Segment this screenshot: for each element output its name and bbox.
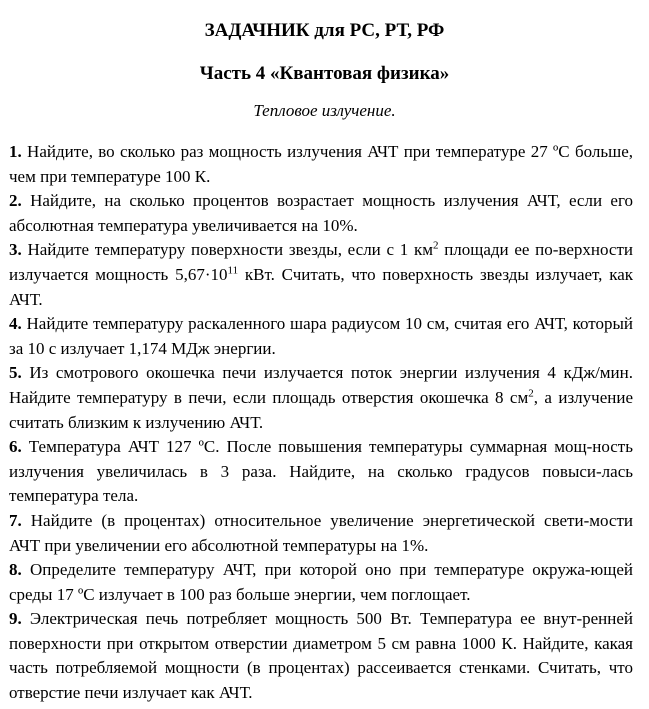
superscript: 2 [432,239,439,252]
problem-number: 2. [9,191,22,211]
document-title: ЗАДАЧНИК для РС, РТ, РФ [204,20,445,41]
problem-6 [9,435,633,509]
superscript: 11 [227,264,239,277]
problem-text: Найдите, на сколько процентов возрастает мощность излучения АЧТ, если его абсолютная температура увеличивается на 10%. [9,191,633,235]
superscript: 2 [528,387,534,400]
problem-text: Найдите, во сколько раз мощность излучения АЧТ при температуре 27 ºС больше, чем при температуре 100 К. [9,142,633,186]
problem-3 [9,238,633,312]
problem-text: площади ее по-верхности излучается мощность 5,67·10 [9,240,633,284]
problem-number: 8. [9,560,22,580]
problem-4 [9,312,633,361]
problem-number: 3. [9,240,22,260]
problem-5 [9,361,633,435]
problem-number: 4. [9,314,22,334]
problem-text: Найдите (в процентах) относительное увеличение энергетической свети-мости АЧТ при увеличении его абсолютной температуры на 1%. [9,510,633,555]
problem-number: 9. [9,609,22,629]
problem-7 [9,509,633,558]
problem-text: Найдите температуру поверхности звезды, если с 1 км [21,240,433,260]
problem-9 [9,607,633,705]
problem-2 [9,189,633,238]
problem-text: кВт. Считать, что поверхность звезды излучает, как АЧТ. [9,264,634,309]
problem-1 [9,140,633,189]
problem-number: 6. [9,437,22,457]
problem-number: 1. [9,142,22,161]
problem-list [9,140,633,706]
problem-text: Найдите температуру раскаленного шара радиусом 10 см, считая его АЧТ, который за 10 с излучает 1,174 МДж энергии. [9,314,633,358]
problem-number: 5. [9,363,22,383]
problem-text: Определите температуру АЧТ, при которой оно при температуре окружа-ющей среды 17 ºС излучает в 100 раз больше энергии, чем поглощает. [9,560,633,604]
problem-number: 7. [9,510,22,530]
problem-text: Из смотрового окошечка печи излучается поток энергии излучения 4 кДж/мин. Найдите температуру в печи, если площадь отверстия окошечка 8 см [9,363,633,407]
problem-text: , а излучение считать близким к излучению АЧТ. [9,387,633,432]
topic-subtitle: Тепловое излучение. [253,101,396,120]
part-title: Часть 4 «Квантовая физика» [199,63,450,84]
problem-text: Электрическая печь потребляет мощность 500 Вт. Температура ее внут-ренней поверхности при открытом отверстии диаметром 5 см равна 1000 К. Найдите, какая часть потребляемой мощности (в процентах) рассеивается стенками. Считать, что отверстие печи излучает как АЧТ. [9,609,633,703]
problem-8 [9,558,633,607]
problem-text: Температура АЧТ 127 ºС. После повышения температуры суммарная мощ-ность излучения увеличилась в 3 раза. Найдите, на сколько градусов повыси-лась температура тела. [9,437,633,506]
